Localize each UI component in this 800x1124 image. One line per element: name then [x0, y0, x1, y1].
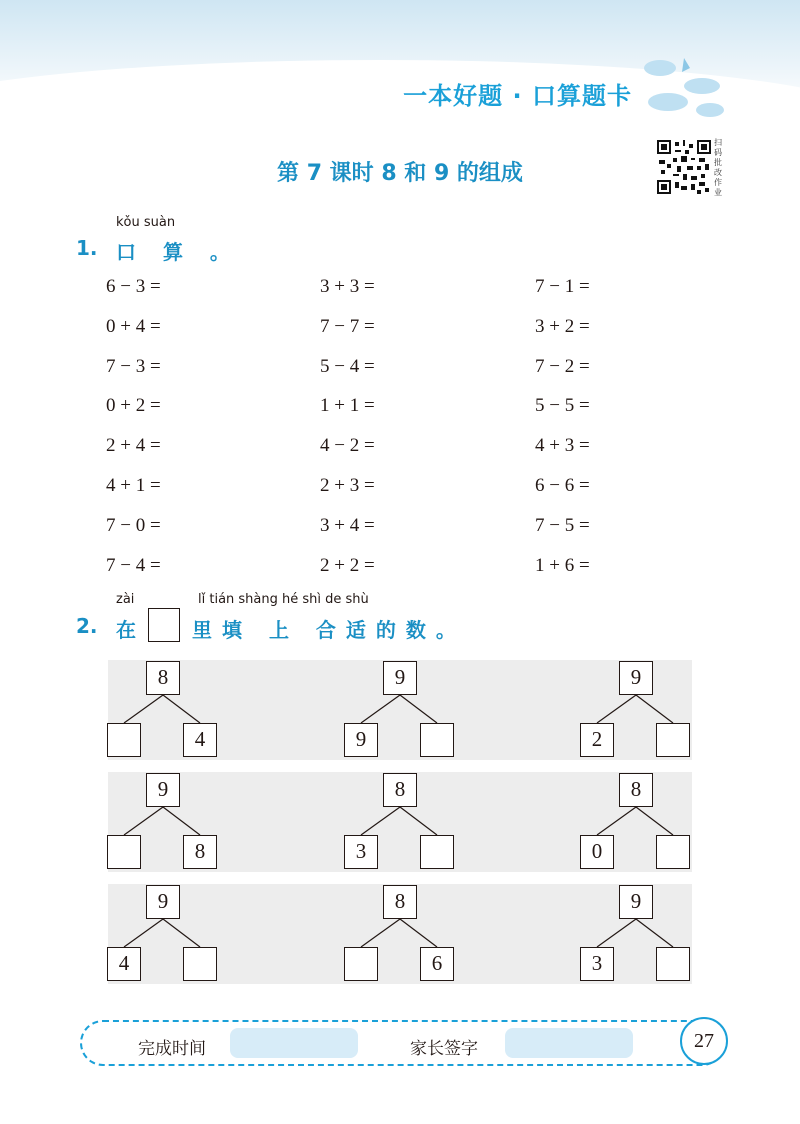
- equation-item: 7 − 3 =: [106, 355, 161, 377]
- section2-number: 2.: [76, 614, 98, 638]
- tree-branch-line: [124, 807, 163, 835]
- equation-item: 2 + 4 =: [106, 435, 161, 457]
- equation-item: 4 + 1 =: [106, 475, 161, 496]
- tree-branch-line: [597, 695, 636, 723]
- tree-top-number: 8: [383, 885, 417, 919]
- tree-right-number: 4: [183, 723, 217, 757]
- equation-item: 2 + 2 =: [320, 554, 375, 576]
- tree-right-answer-box[interactable]: [420, 723, 454, 757]
- equation-item: 4 − 2 =: [320, 435, 375, 457]
- tree-branch-line: [400, 695, 437, 723]
- tree-left-number: 3: [344, 835, 378, 869]
- section2-pinyin: lǐ tián shàng hé shì de shù: [198, 592, 369, 607]
- tree-right-answer-box[interactable]: [420, 835, 454, 869]
- lesson-title: 第 7 课时 8 和 9 的组成: [277, 161, 523, 186]
- equation-item: 6 − 3 =: [106, 276, 161, 297]
- equation-item: 3 + 2 =: [535, 315, 590, 337]
- equation-item: 7 − 4 =: [106, 554, 161, 576]
- tree-top-number: 9: [383, 661, 417, 695]
- equation-item: 2 + 3 =: [320, 475, 375, 496]
- tree-branch-line: [361, 695, 400, 723]
- tree-left-number: 3: [580, 947, 614, 981]
- tree-branch-line: [163, 919, 200, 947]
- equation-item: 7 − 5 =: [535, 514, 590, 536]
- section1-pinyin: kǒu suàn: [116, 215, 176, 230]
- tree-left-number: 2: [580, 723, 614, 757]
- tree-branch-line: [400, 807, 437, 835]
- equation-item: 5 − 5 =: [535, 395, 590, 417]
- tree-top-number: 8: [383, 773, 417, 807]
- tree-right-number: 8: [183, 835, 217, 869]
- qr-caption: 扫码批改作业: [714, 138, 722, 197]
- brand-title: 一本好题 · 口算题卡: [403, 82, 632, 110]
- tree-left-answer-box[interactable]: [107, 835, 141, 869]
- section1-label: 口 算 。: [116, 240, 240, 264]
- tree-branch-line: [636, 695, 673, 723]
- tree-right-answer-box[interactable]: [183, 947, 217, 981]
- equation-item: 7 − 1 =: [535, 276, 590, 297]
- tree-branch-line: [636, 919, 673, 947]
- tree-branch-line: [400, 919, 437, 947]
- section2-label-after: 里填 上 合适的数。: [192, 618, 466, 642]
- page-number: 27: [680, 1017, 728, 1065]
- equation-item: 3 + 3 =: [320, 276, 375, 297]
- equation-item: 7 − 0 =: [106, 514, 161, 536]
- tree-branch-line: [361, 807, 400, 835]
- completion-time-field[interactable]: [230, 1028, 358, 1058]
- parent-signature-label: 家长签字: [410, 1039, 478, 1059]
- equation-item: 1 + 1 =: [320, 395, 375, 417]
- section2-label-before: 在: [116, 618, 146, 642]
- tree-top-number: 8: [146, 661, 180, 695]
- equation-item: 0 + 2 =: [106, 395, 161, 417]
- tree-top-number: 9: [146, 885, 180, 919]
- tree-left-answer-box[interactable]: [107, 723, 141, 757]
- parent-signature-field[interactable]: [505, 1028, 633, 1058]
- tree-top-number: 9: [619, 885, 653, 919]
- equation-item: 1 + 6 =: [535, 554, 590, 576]
- tree-right-answer-box[interactable]: [656, 947, 690, 981]
- tree-branch-line: [163, 695, 200, 723]
- equation-item: 0 + 4 =: [106, 315, 161, 337]
- tree-right-answer-box[interactable]: [656, 723, 690, 757]
- section2-pinyin-zai: zài: [116, 592, 135, 607]
- tree-branch-line: [124, 695, 163, 723]
- tree-branch-line: [361, 919, 400, 947]
- tree-top-number: 8: [619, 773, 653, 807]
- tree-right-answer-box[interactable]: [656, 835, 690, 869]
- tree-left-answer-box[interactable]: [344, 947, 378, 981]
- tree-right-number: 6: [420, 947, 454, 981]
- tree-left-number: 9: [344, 723, 378, 757]
- tree-top-number: 9: [146, 773, 180, 807]
- tree-branch-line: [597, 807, 636, 835]
- equation-item: 7 − 7 =: [320, 315, 375, 337]
- tree-left-number: 4: [107, 947, 141, 981]
- tree-branch-line: [597, 919, 636, 947]
- tree-branch-line: [636, 807, 673, 835]
- section1-number: 1.: [76, 236, 98, 260]
- tree-top-number: 9: [619, 661, 653, 695]
- equation-item: 3 + 4 =: [320, 514, 375, 536]
- tree-left-number: 0: [580, 835, 614, 869]
- equation-item: 4 + 3 =: [535, 435, 590, 457]
- tree-branch-line: [124, 919, 163, 947]
- equation-item: 7 − 2 =: [535, 355, 590, 377]
- completion-time-label: 完成时间: [138, 1039, 206, 1059]
- tree-branch-line: [163, 807, 200, 835]
- equation-item: 6 − 6 =: [535, 475, 590, 496]
- equation-item: 5 − 4 =: [320, 355, 375, 377]
